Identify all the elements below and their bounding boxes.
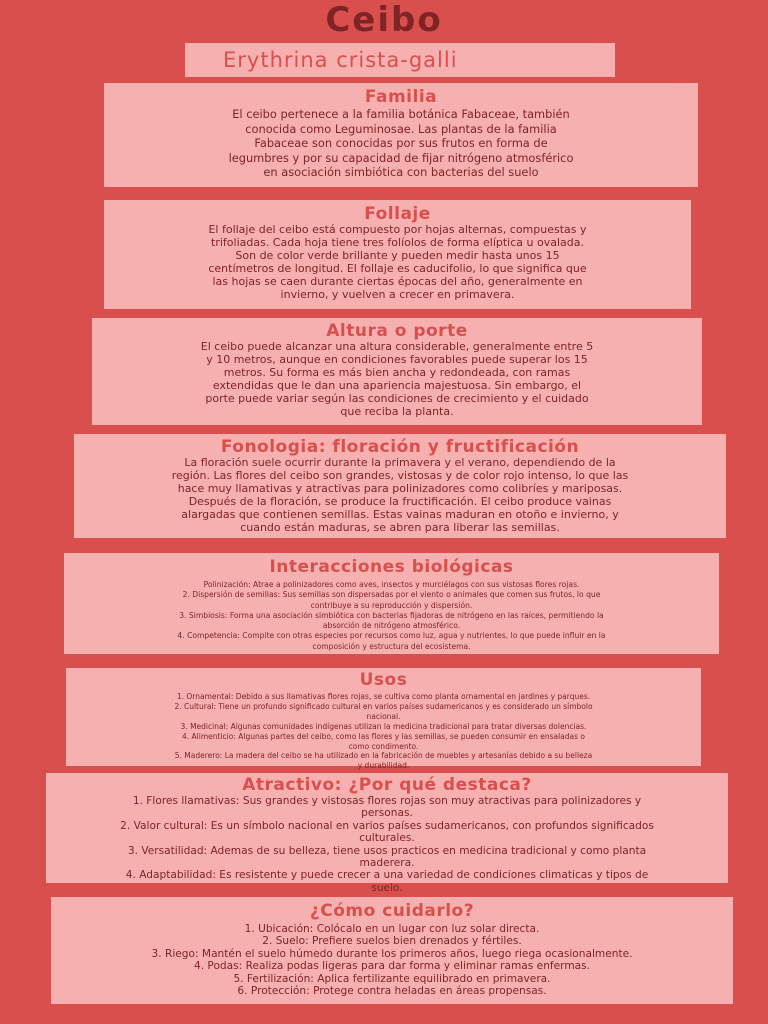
- text-line: 1. Ornamental: Debido a sus llamativas flores rojas, se cultiva como planta ornamental en jardines y parques.: [176, 692, 591, 701]
- section-text: [46, 795, 728, 894]
- text-line: 4. Adaptabilidad: Es resistente y puede crecer a una variedad de condiciones climaticas y tipos de: [125, 869, 649, 882]
- section-altura: [92, 318, 702, 425]
- text-line: 4. Podas: Realiza podas ligeras para dar forma y eliminar ramas enfermas.: [193, 960, 591, 973]
- text-line: que reciba la planta.: [340, 404, 454, 418]
- section-fonologia: [74, 434, 726, 538]
- text-line: 1. Ubicación: Colócalo en un lugar con luz solar directa.: [244, 923, 540, 935]
- text-line: las hojas se caen durante ciertas épocas del año, generalmente en: [212, 274, 583, 288]
- text-line: 3. Riego: Mantén el suelo húmedo durante los primeros años, luego riega ocasionalmente.: [151, 947, 633, 960]
- text-line: invierno, y vuelven a crecer en primavera.: [280, 287, 515, 301]
- text-line: suelo.: [371, 881, 403, 894]
- section-text: [104, 107, 698, 180]
- text-line: metros. Su forma es más bien ancha y redondeada, con ramas: [223, 365, 571, 379]
- text-line: y 10 metros, aunque en condiciones favorables puede superar los 15: [206, 352, 588, 366]
- section-heading: Interacciones biológicas: [269, 557, 514, 577]
- section-heading: Familia: [364, 87, 438, 107]
- text-line: conocida como Leguminosae. Las plantas de la familia: [245, 121, 557, 136]
- text-line: El follaje del ceibo está compuesto por hojas alternas, compuestas y: [208, 223, 587, 236]
- text-line: 2. Cultural: Tiene un profundo significado cultural en varios países sudamericanos y es considerado un símbolo: [174, 701, 593, 711]
- text-line: Después de la floración, se produce la fructificación. El ceibo produce vainas: [188, 494, 612, 508]
- section-text: [51, 923, 733, 997]
- text-line: y durabilidad.: [357, 761, 410, 771]
- section-heading: ¿Cómo cuidarlo?: [309, 901, 475, 921]
- text-line: personas.: [361, 807, 413, 820]
- section-text: [66, 692, 701, 771]
- text-line: como condimento.: [348, 741, 419, 751]
- section-text: [104, 224, 691, 301]
- section-heading: Altura o porte: [326, 321, 468, 341]
- text-line: culturales.: [359, 832, 415, 845]
- text-line: La floración suele ocurrir durante la primavera y el verano, dependiendo de la: [184, 456, 616, 469]
- text-line: 3. Versatilidad: Ademas de su belleza, tiene usos practicos en medicina tradicional y como planta: [127, 844, 647, 857]
- text-line: Fabaceae son conocidas por sus frutos en forma de: [254, 136, 548, 151]
- text-line: El ceibo puede alcanzar una altura considerable, generalmente entre 5: [200, 340, 594, 353]
- text-line: 4. Alimenticio: Algunas partes del ceibo, como las flores y las semillas, se pueden consumir en ensaladas o: [182, 731, 585, 741]
- section-heading: Usos: [359, 670, 408, 690]
- text-line: porte puede variar según las condiciones de crecimiento y el cuidado: [205, 391, 589, 405]
- text-line: 5. Maderero: La madera del ceibo se ha utilizado en la fabricación de muebles y artesanías debido a su belleza: [174, 751, 593, 761]
- section-follaje: [104, 200, 691, 309]
- text-line: contribuye a su reproducción y dispersión.: [310, 600, 473, 610]
- text-line: 4. Competencia: Compite con otras especies por recursos como luz, agua y nutrientes, lo que puede influir en la: [177, 631, 606, 641]
- text-line: 6. Protección: Protege contra heladas en áreas propensas.: [237, 985, 547, 998]
- text-line: composición y estructura del ecosistema.: [312, 641, 471, 651]
- text-line: centímetros de longitud. El follaje es caducifolio, lo que significa que: [208, 261, 587, 275]
- section-atractivo: [46, 773, 728, 894]
- text-line: 5. Fertilización: Aplica fertilizante equilibrado en primavera.: [233, 972, 551, 985]
- text-line: El ceibo pertenece a la familia botánica Fabaceae, también: [232, 107, 570, 121]
- text-line: alargadas que contienen semillas. Estas vainas maduran en otoño e invierno, y: [181, 507, 619, 521]
- text-line: extendidas que le dan una apariencia majestuosa. Sin embargo, el: [212, 378, 582, 392]
- section-heading: Atractivo: ¿Por qué destaca?: [242, 775, 532, 795]
- text-line: en asociación simbiótica con bacterias del suelo: [263, 165, 539, 180]
- section-familia: [104, 83, 698, 187]
- section-heading: Follaje: [364, 204, 431, 224]
- text-line: nacional.: [366, 711, 401, 721]
- text-line: 1. Flores llamativas: Sus grandes y vistosas flores rojas son muy atractivas para polinizadores y: [132, 795, 642, 807]
- section-cuidado: [51, 897, 733, 1004]
- text-line: 3. Simbiosis: Forma una asociación simbiótica con bacterias fijadoras de nitrógeno en las raíces, permitiendo la: [179, 610, 604, 620]
- scientific-name-banner: Erythrina crista-galli: [185, 43, 615, 77]
- section-text: [74, 457, 726, 534]
- section-text: [64, 580, 719, 652]
- text-line: hace muy llamativas y atractivas para polinizadores como colibríes y mariposas.: [177, 481, 623, 495]
- text-line: 3. Medicinal: Algunas comunidades indígenas utilizan la medicina tradicional para tratar diversas dolencias.: [180, 721, 587, 731]
- text-line: legumbres y por su capacidad de fijar nitrógeno atmosférico: [228, 150, 574, 165]
- text-line: región. Las flores del ceibo son grandes, vistosas y de color rojo intenso, lo que las: [171, 468, 629, 482]
- page-title: Ceibo: [325, 0, 443, 40]
- text-line: absorción de nitrógeno atmosférico.: [322, 621, 461, 631]
- text-line: Son de color verde brillante y pueden medir hasta unos 15: [235, 248, 560, 262]
- section-heading: Fonologia: floración y fructificación: [220, 437, 580, 457]
- text-line: 2. Valor cultural: Es un símbolo nacional en varios países sudamericanos, con profundos significados: [120, 819, 654, 832]
- text-line: trifoliadas. Cada hoja tiene tres folíolos de forma elíptica u ovalada.: [211, 235, 584, 249]
- text-line: Polinización: Atrae a polinizadores como aves, insectos y murciélagos con sus vistosas flores rojas.: [203, 580, 580, 589]
- text-line: 2. Dispersión de semillas: Sus semillas son dispersadas por el viento o animales que comen sus frutos, lo que: [182, 590, 601, 600]
- section-usos: [66, 668, 701, 771]
- text-line: cuando están maduras, se abren para liberar las semillas.: [240, 520, 560, 534]
- section-text: [92, 341, 702, 418]
- text-line: maderera.: [359, 857, 415, 870]
- section-interacciones: [64, 553, 719, 654]
- text-line: 2. Suelo: Prefiere suelos bien drenados y fértiles.: [262, 935, 522, 948]
